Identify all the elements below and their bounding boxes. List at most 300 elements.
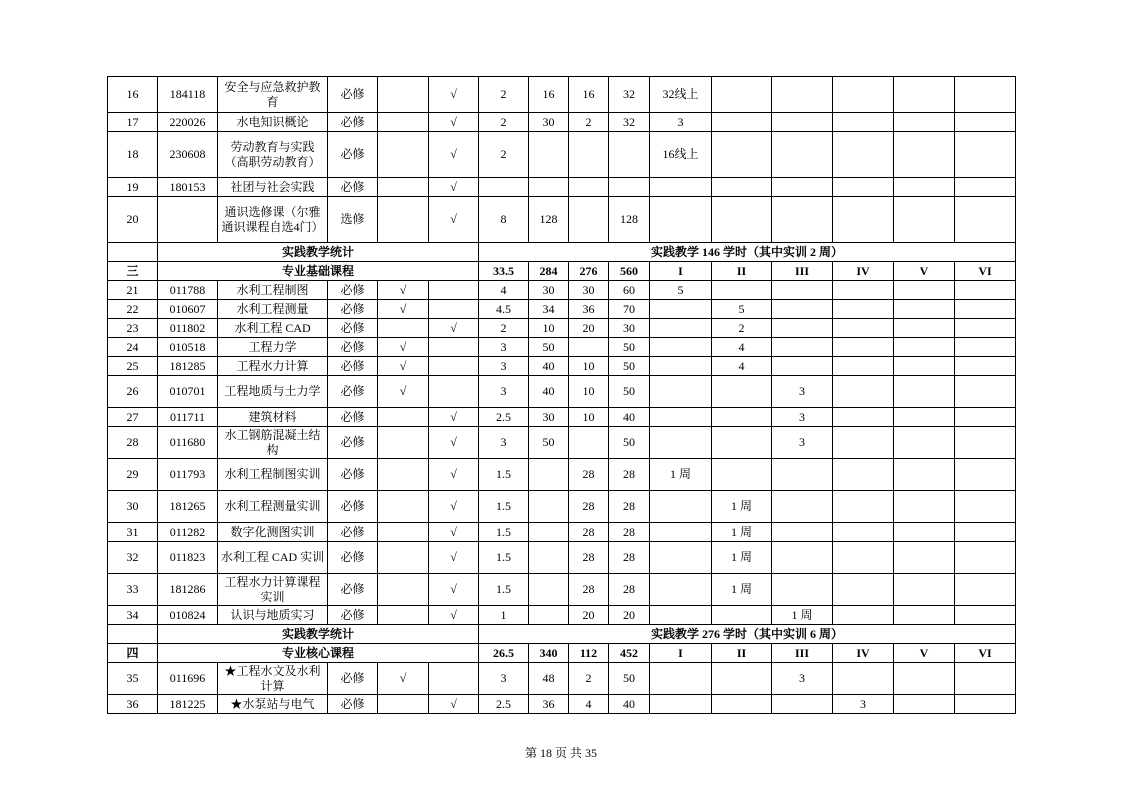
table-cell: [772, 178, 833, 197]
table-cell: 1 周: [712, 542, 772, 574]
table-cell: [955, 408, 1016, 427]
table-cell: [712, 77, 772, 113]
table-cell: 28: [569, 523, 609, 542]
table-cell: [833, 197, 894, 243]
table-cell: 33.5: [479, 262, 529, 281]
table-cell: 29: [108, 459, 158, 491]
table-cell: VI: [955, 262, 1016, 281]
table-cell: [529, 606, 569, 625]
table-row: [108, 77, 1016, 113]
table-cell: [378, 606, 429, 625]
table-cell: 21: [108, 281, 158, 300]
table-cell: 水工钢筋混凝土结构: [218, 427, 328, 459]
table-cell: 三: [108, 262, 158, 281]
table-cell: √: [378, 357, 429, 376]
table-cell: [429, 338, 479, 357]
table-row: [108, 459, 1016, 491]
table-cell: [712, 459, 772, 491]
table-cell: 1 周: [712, 523, 772, 542]
table-cell: [894, 77, 955, 113]
table-cell: 27: [108, 408, 158, 427]
table-cell: [894, 376, 955, 408]
table-cell: 2: [569, 663, 609, 695]
table-cell: 2: [569, 113, 609, 132]
table-cell: III: [772, 262, 833, 281]
table-cell: 5: [650, 281, 712, 300]
table-cell: 必修: [328, 376, 378, 408]
table-cell: √: [429, 178, 479, 197]
table-cell: [650, 178, 712, 197]
table-cell: 36: [569, 300, 609, 319]
table-cell: 1 周: [712, 574, 772, 606]
table-cell: 18: [108, 132, 158, 178]
table-cell: 011696: [158, 663, 218, 695]
table-cell: 50: [609, 663, 650, 695]
table-cell: 20: [108, 197, 158, 243]
table-cell: [378, 132, 429, 178]
table-cell: [955, 197, 1016, 243]
table-row: [108, 408, 1016, 427]
table-cell: 必修: [328, 542, 378, 574]
table-cell: 24: [108, 338, 158, 357]
table-row: [108, 178, 1016, 197]
table-cell: 必修: [328, 459, 378, 491]
table-cell: 水利工程测量: [218, 300, 328, 319]
table-cell: [712, 408, 772, 427]
table-cell: [772, 77, 833, 113]
table-cell: [479, 178, 529, 197]
table-cell: 284: [529, 262, 569, 281]
table-cell: 必修: [328, 663, 378, 695]
table-cell: 必修: [328, 300, 378, 319]
table-cell: 水利工程 CAD 实训: [218, 542, 328, 574]
table-row: [108, 300, 1016, 319]
table-cell: √: [378, 376, 429, 408]
table-cell: [833, 427, 894, 459]
table-cell: 2: [479, 319, 529, 338]
table-cell: 工程力学: [218, 338, 328, 357]
table-cell: 17: [108, 113, 158, 132]
table-cell: [955, 338, 1016, 357]
table-row: [108, 491, 1016, 523]
table-cell: [833, 319, 894, 338]
table-cell: 工程地质与土力学: [218, 376, 328, 408]
table-cell: 3: [479, 338, 529, 357]
table-cell: 必修: [328, 523, 378, 542]
table-cell: [529, 178, 569, 197]
table-cell: 3: [479, 357, 529, 376]
table-row: [108, 281, 1016, 300]
table-cell: [378, 319, 429, 338]
table-cell: 必修: [328, 281, 378, 300]
table-cell: [772, 542, 833, 574]
table-cell: 560: [609, 262, 650, 281]
table-cell: √: [429, 574, 479, 606]
table-cell: 28: [609, 491, 650, 523]
table-cell: 181286: [158, 574, 218, 606]
table-cell: 340: [529, 644, 569, 663]
table-cell: [569, 178, 609, 197]
table-cell: 4: [479, 281, 529, 300]
table-cell: 40: [529, 357, 569, 376]
table-cell: 010701: [158, 376, 218, 408]
table-cell: [833, 574, 894, 606]
table-cell: √: [429, 427, 479, 459]
table-cell: [158, 197, 218, 243]
table-cell: 必修: [328, 491, 378, 523]
table-cell: 32线上: [650, 77, 712, 113]
table-cell: 23: [108, 319, 158, 338]
table-cell: [894, 132, 955, 178]
table-cell: [378, 77, 429, 113]
table-cell: [569, 132, 609, 178]
table-cell: 4: [712, 357, 772, 376]
table-cell: [650, 300, 712, 319]
table-cell: [894, 427, 955, 459]
table-cell: [650, 606, 712, 625]
table-cell: [650, 376, 712, 408]
table-cell: 40: [529, 376, 569, 408]
table-cell: [712, 606, 772, 625]
table-cell: 50: [609, 338, 650, 357]
table-cell: [955, 281, 1016, 300]
table-cell: 实践教学 276 学时（其中实训 6 周）: [479, 625, 1016, 644]
table-cell: 28: [108, 427, 158, 459]
table-cell: [609, 178, 650, 197]
table-cell: [833, 491, 894, 523]
table-cell: 28: [569, 491, 609, 523]
table-cell: [378, 491, 429, 523]
table-cell: 必修: [328, 357, 378, 376]
table-cell: 认识与地质实习: [218, 606, 328, 625]
table-cell: 16线上: [650, 132, 712, 178]
table-cell: 40: [609, 695, 650, 714]
table-cell: 必修: [328, 178, 378, 197]
table-cell: [378, 178, 429, 197]
table-row: [108, 197, 1016, 243]
table-cell: [955, 357, 1016, 376]
table-cell: V: [894, 644, 955, 663]
table-cell: [569, 427, 609, 459]
table-cell: √: [429, 77, 479, 113]
table-cell: [894, 695, 955, 714]
table-cell: IV: [833, 262, 894, 281]
table-cell: [894, 319, 955, 338]
table-cell: 2.5: [479, 695, 529, 714]
table-cell: 专业核心课程: [158, 644, 479, 663]
table-cell: 2: [479, 132, 529, 178]
table-cell: 3: [479, 427, 529, 459]
table-cell: [772, 459, 833, 491]
table-cell: [650, 319, 712, 338]
table-cell: 2: [712, 319, 772, 338]
table-cell: 28: [569, 574, 609, 606]
table-cell: [712, 427, 772, 459]
table-cell: [955, 376, 1016, 408]
table-cell: 26: [108, 376, 158, 408]
table-cell: 011802: [158, 319, 218, 338]
table-cell: [833, 77, 894, 113]
table-cell: √: [429, 695, 479, 714]
table-cell: 31: [108, 523, 158, 542]
table-cell: 1: [479, 606, 529, 625]
table-cell: [650, 357, 712, 376]
table-cell: √: [429, 542, 479, 574]
table-cell: 1.5: [479, 574, 529, 606]
table-cell: 实践教学 146 学时（其中实训 2 周）: [479, 243, 1016, 262]
table-cell: [894, 523, 955, 542]
table-cell: 建筑材料: [218, 408, 328, 427]
table-cell: √: [429, 606, 479, 625]
table-cell: [378, 197, 429, 243]
table-cell: [772, 574, 833, 606]
table-cell: 通识选修课（尔雅通识课程自选4门）: [218, 197, 328, 243]
table-cell: 230608: [158, 132, 218, 178]
table-row: [108, 574, 1016, 606]
table-cell: 5: [712, 300, 772, 319]
table-cell: 128: [529, 197, 569, 243]
table-cell: 4: [712, 338, 772, 357]
table-cell: 劳动教育与实践（高职劳动教育）: [218, 132, 328, 178]
table-cell: 必修: [328, 695, 378, 714]
table-cell: [650, 338, 712, 357]
table-cell: 专业基础课程: [158, 262, 479, 281]
table-cell: [772, 338, 833, 357]
table-cell: [894, 197, 955, 243]
table-row: [108, 606, 1016, 625]
table-cell: 20: [609, 606, 650, 625]
table-cell: [833, 663, 894, 695]
table-cell: 水利工程测量实训: [218, 491, 328, 523]
table-cell: 011282: [158, 523, 218, 542]
table-row: [108, 113, 1016, 132]
table-cell: [712, 663, 772, 695]
table-cell: II: [712, 644, 772, 663]
curriculum-table: [107, 76, 1016, 714]
table-cell: [833, 178, 894, 197]
table-cell: [712, 376, 772, 408]
table-cell: √: [429, 408, 479, 427]
table-cell: 4.5: [479, 300, 529, 319]
table-cell: II: [712, 262, 772, 281]
table-row: [108, 663, 1016, 695]
table-cell: [650, 523, 712, 542]
table-cell: 112: [569, 644, 609, 663]
table-cell: [429, 357, 479, 376]
table-cell: 16: [108, 77, 158, 113]
table-cell: [894, 338, 955, 357]
table-cell: [529, 542, 569, 574]
table-cell: 48: [529, 663, 569, 695]
table-cell: 276: [569, 262, 609, 281]
table-cell: 22: [108, 300, 158, 319]
table-cell: 10: [569, 408, 609, 427]
section-header-row: [108, 262, 1016, 281]
table-cell: [378, 408, 429, 427]
table-cell: [955, 523, 1016, 542]
table-cell: 必修: [328, 408, 378, 427]
table-cell: [955, 542, 1016, 574]
table-cell: 30: [609, 319, 650, 338]
table-cell: √: [429, 459, 479, 491]
table-cell: 32: [609, 77, 650, 113]
table-cell: 实践教学统计: [158, 243, 479, 262]
table-cell: 128: [609, 197, 650, 243]
table-cell: [609, 132, 650, 178]
table-cell: [955, 491, 1016, 523]
table-cell: 3: [772, 376, 833, 408]
table-cell: 011788: [158, 281, 218, 300]
table-cell: 181285: [158, 357, 218, 376]
table-cell: 20: [569, 319, 609, 338]
table-row: [108, 319, 1016, 338]
table-cell: 25: [108, 357, 158, 376]
table-cell: [955, 178, 1016, 197]
table-cell: 实践教学统计: [158, 625, 479, 644]
table-row: [108, 427, 1016, 459]
section-header-row: [108, 644, 1016, 663]
table-cell: [894, 459, 955, 491]
table-cell: 011711: [158, 408, 218, 427]
table-cell: 50: [529, 338, 569, 357]
table-cell: 2.5: [479, 408, 529, 427]
table-cell: 50: [529, 427, 569, 459]
table-cell: [833, 542, 894, 574]
table-cell: 220026: [158, 113, 218, 132]
table-cell: [833, 376, 894, 408]
table-cell: 水电知识概论: [218, 113, 328, 132]
table-cell: 28: [569, 542, 609, 574]
table-cell: [772, 523, 833, 542]
table-cell: [894, 606, 955, 625]
table-cell: 30: [529, 281, 569, 300]
table-cell: I: [650, 262, 712, 281]
table-cell: [650, 663, 712, 695]
table-row: [108, 523, 1016, 542]
table-cell: [108, 243, 158, 262]
table-cell: √: [378, 663, 429, 695]
table-cell: [833, 459, 894, 491]
table-cell: 3: [772, 408, 833, 427]
table-cell: 10: [569, 357, 609, 376]
table-cell: 30: [529, 113, 569, 132]
table-cell: [833, 132, 894, 178]
table-cell: [529, 459, 569, 491]
table-cell: 28: [569, 459, 609, 491]
table-cell: [955, 132, 1016, 178]
table-cell: 33: [108, 574, 158, 606]
table-cell: 1 周: [772, 606, 833, 625]
table-row: [108, 695, 1016, 714]
page-number: 第 18 页 共 35: [524, 746, 597, 760]
table-cell: 010518: [158, 338, 218, 357]
summary-row: [108, 243, 1016, 262]
table-cell: √: [429, 132, 479, 178]
table-cell: 28: [609, 459, 650, 491]
table-cell: 181225: [158, 695, 218, 714]
table-cell: 20: [569, 606, 609, 625]
table-cell: 社团与社会实践: [218, 178, 328, 197]
table-cell: 181265: [158, 491, 218, 523]
table-cell: [833, 606, 894, 625]
table-cell: √: [378, 300, 429, 319]
table-row: [108, 376, 1016, 408]
table-cell: [712, 178, 772, 197]
table-cell: 32: [609, 113, 650, 132]
table-cell: 必修: [328, 113, 378, 132]
table-cell: [894, 574, 955, 606]
table-cell: [955, 695, 1016, 714]
table-cell: 1 周: [650, 459, 712, 491]
table-cell: [894, 357, 955, 376]
table-cell: 3: [479, 663, 529, 695]
table-cell: V: [894, 262, 955, 281]
table-cell: 28: [609, 574, 650, 606]
table-cell: 必修: [328, 132, 378, 178]
table-cell: [429, 281, 479, 300]
table-cell: ★水泵站与电气: [218, 695, 328, 714]
table-cell: √: [429, 113, 479, 132]
table-cell: [955, 77, 1016, 113]
table-cell: 2: [479, 113, 529, 132]
table-cell: 26.5: [479, 644, 529, 663]
table-cell: [378, 427, 429, 459]
table-cell: 安全与应急救护教育: [218, 77, 328, 113]
table-cell: 180153: [158, 178, 218, 197]
table-cell: 选修: [328, 197, 378, 243]
table-cell: [378, 574, 429, 606]
table-cell: [108, 625, 158, 644]
table-cell: [429, 376, 479, 408]
table-cell: √: [429, 319, 479, 338]
table-cell: √: [429, 523, 479, 542]
table-cell: [650, 197, 712, 243]
table-cell: 16: [569, 77, 609, 113]
table-cell: 工程水力计算课程实训: [218, 574, 328, 606]
table-cell: [955, 427, 1016, 459]
table-cell: [378, 459, 429, 491]
table-cell: [378, 523, 429, 542]
table-cell: 36: [108, 695, 158, 714]
table-cell: 60: [609, 281, 650, 300]
table-cell: [894, 542, 955, 574]
table-row: [108, 357, 1016, 376]
table-cell: [378, 695, 429, 714]
table-cell: [529, 132, 569, 178]
table-cell: 10: [529, 319, 569, 338]
table-cell: [429, 663, 479, 695]
table-cell: 30: [529, 408, 569, 427]
table-cell: [650, 491, 712, 523]
table-cell: 30: [569, 281, 609, 300]
table-cell: [772, 300, 833, 319]
table-cell: [894, 113, 955, 132]
table-cell: 184118: [158, 77, 218, 113]
table-cell: 28: [609, 523, 650, 542]
table-cell: √: [429, 491, 479, 523]
table-cell: 452: [609, 644, 650, 663]
table-cell: 1.5: [479, 523, 529, 542]
table-cell: [772, 319, 833, 338]
table-cell: 32: [108, 542, 158, 574]
table-cell: [955, 113, 1016, 132]
table-cell: √: [378, 338, 429, 357]
table-cell: [833, 281, 894, 300]
table-cell: 1.5: [479, 491, 529, 523]
table-cell: 40: [609, 408, 650, 427]
table-cell: 19: [108, 178, 158, 197]
table-cell: [955, 574, 1016, 606]
